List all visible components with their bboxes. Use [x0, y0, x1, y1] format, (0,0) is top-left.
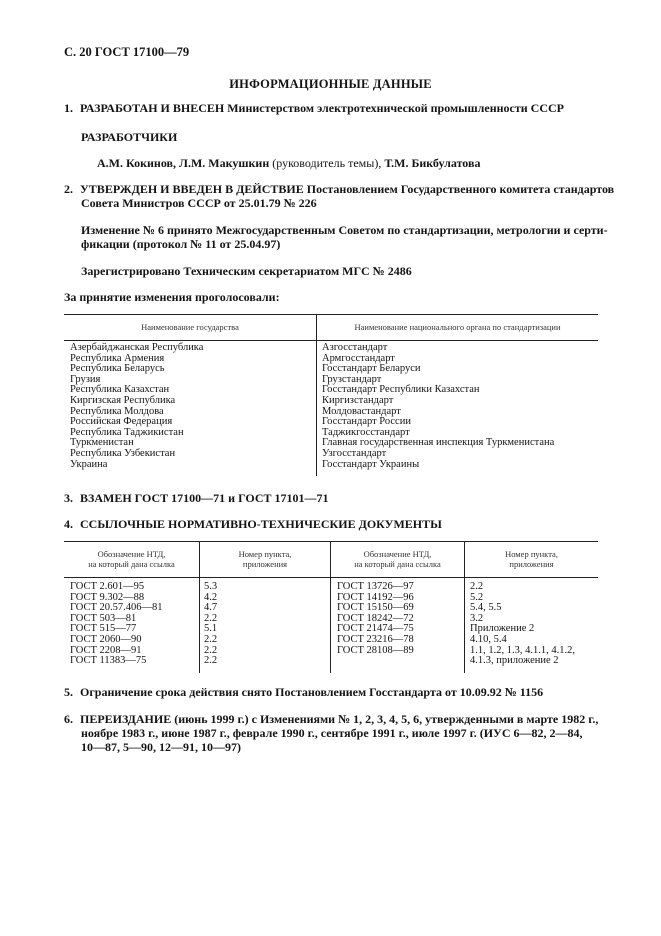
- state-name: Республика Молдова: [70, 405, 164, 417]
- refs-col-3-header-line-1: Обозначение НТД,: [363, 549, 432, 559]
- section-4: [64, 517, 442, 532]
- voted-heading: За принятие изменения проголосовали:: [64, 290, 280, 304]
- section-3: [64, 491, 329, 506]
- ref-doc-designation: ГОСТ 11383—75: [70, 655, 147, 667]
- section-1-number: 1.: [64, 101, 73, 115]
- section-6-line-2: ноябре 1983 г., июне 1987 г., феврале 1990 г., сентябре 1991 г., июле 1997 г. (ИУС 6—82, 2—84,: [81, 726, 583, 740]
- section-1-text: Министерством электротехнической промышленности СССР: [224, 101, 565, 115]
- state-name: Туркменистан: [70, 437, 134, 449]
- votes-bodies-column: [322, 343, 554, 470]
- ref-item-number: Приложение 2: [470, 623, 535, 635]
- ref-item-number: 3.2: [470, 612, 484, 624]
- ref-item-number: 5.1: [204, 623, 218, 635]
- section-1: [64, 101, 564, 116]
- refs-col-3-header: [331, 549, 464, 569]
- ref-doc-designation: ГОСТ 2.601—95: [70, 581, 145, 592]
- standards-body-name: Таджикгосстандарт: [322, 426, 410, 438]
- state-name: Республика Казахстан: [70, 384, 170, 396]
- registration-note: Зарегистрировано Техническим секретариатом МГС № 2486: [81, 264, 412, 278]
- votes-col-state-header: Наименование государства: [141, 322, 239, 332]
- ref-item-number: 5.4, 5.5: [470, 602, 502, 614]
- ref-item-number: 5.2: [470, 591, 484, 603]
- section-6-number: 6.: [64, 712, 73, 726]
- ref-item-number: 4.7: [204, 602, 218, 614]
- votes-col-body-header: Наименование национального органа по стандартизации: [354, 322, 561, 332]
- section-6-line-3: 10—87, 5—90, 12—91, 10—97): [81, 740, 241, 754]
- section-5-text: Ограничение срока действия снято Постановлением Госстандарта от 10.09.92 № 1156: [80, 685, 544, 699]
- votes-states-column: [70, 343, 203, 470]
- section-1-lead: РАЗРАБОТАН И ВНЕСЕН: [80, 101, 225, 115]
- refs-right-docs-column: [337, 582, 414, 656]
- ref-item-number: 2.2: [204, 655, 218, 667]
- ref-doc-designation: ГОСТ 28108—89: [337, 644, 414, 656]
- ref-doc-designation: ГОСТ 23216—78: [337, 633, 414, 645]
- refs-col-2-header-line-2: приложения: [242, 559, 288, 569]
- standards-body-name: Госстандарт Украины: [322, 458, 420, 470]
- developer-names: А.М. Кокинов, Л.М. Макушкин: [97, 156, 270, 170]
- state-name: Украина: [70, 458, 108, 470]
- section-6-text: (июнь 1999 г.) с Изменениями № 1, 2, 3, 4, 5, 6, утвержденными в марте 1982 г.,: [171, 712, 599, 726]
- ref-item-number: 4.10, 5.4: [470, 633, 507, 645]
- standards-body-name: Грузстандарт: [322, 373, 382, 385]
- developers-line: [97, 156, 481, 171]
- ref-doc-designation: ГОСТ 15150—69: [337, 602, 414, 614]
- state-name: Республика Беларусь: [70, 363, 165, 375]
- page-title: ИНФОРМАЦИОННЫЕ ДАННЫЕ: [229, 77, 432, 91]
- standards-body-name: Госстандарт Беларуси: [322, 363, 421, 375]
- developer-role: (руководитель темы),: [269, 156, 385, 170]
- refs-col-1-header-line-1: Обозначение НТД,: [97, 549, 166, 559]
- ref-doc-designation: ГОСТ 14192—96: [337, 591, 414, 603]
- section-6-line-1: [64, 712, 598, 727]
- refs-col-4-header-line-1: Номер пункта,: [505, 549, 558, 559]
- section-5-number: 5.: [64, 685, 73, 699]
- section-2-number: 2.: [64, 182, 73, 196]
- state-name: Азербайджанская Республика: [70, 342, 204, 353]
- change-6-line-1: Изменение № 6 принято Межгосударственным Советом по стандартизации, метрологии и серти-: [81, 223, 608, 237]
- refs-left-docs-column: [70, 582, 163, 667]
- votes-table-divider: [316, 314, 317, 476]
- section-2-line-1: [64, 182, 614, 197]
- state-name: Республика Армения: [70, 352, 165, 364]
- ref-doc-designation: ГОСТ 18242—72: [337, 612, 414, 624]
- state-name: Российская Федерация: [70, 416, 173, 428]
- refs-table-header-rule: [64, 577, 598, 578]
- developers-heading: РАЗРАБОТЧИКИ: [81, 130, 178, 144]
- standards-body-name: Госстандарт Республики Казахстан: [322, 384, 480, 396]
- standards-body-name: Азгосстандарт: [322, 342, 388, 353]
- refs-col-2-header-line-1: Номер пункта,: [238, 549, 292, 559]
- ref-item-number: 2.2: [204, 612, 218, 624]
- ref-doc-designation: ГОСТ 515—77: [70, 623, 137, 635]
- section-2-line-2: Совета Министров СССР от 25.01.79 № 226: [81, 196, 317, 210]
- state-name: Республика Таджикистан: [70, 426, 184, 438]
- ref-item-number: 1.1, 1.2, 1.3, 4.1.1, 4.1.2,: [470, 644, 575, 656]
- standards-body-name: Армгосстандарт: [322, 352, 395, 364]
- section-2-lead: УТВЕРЖДЕН И ВВЕДЕН В ДЕЙСТВИЕ: [80, 182, 304, 196]
- page-header: С. 20 ГОСТ 17100—79: [64, 45, 190, 59]
- state-name: Киргизская Республика: [70, 394, 176, 406]
- section-6-lead: ПЕРЕИЗДАНИЕ: [80, 712, 172, 726]
- state-name: Республика Узбекистан: [70, 447, 176, 459]
- refs-col-1-header-line-2: на который дана ссылка: [88, 559, 175, 569]
- state-name: Грузия: [70, 373, 101, 385]
- ref-doc-designation: ГОСТ 13726—97: [337, 581, 414, 592]
- standards-body-name: Главная государственная инспекция Туркменистана: [322, 437, 555, 449]
- standards-body-name: Узгосстандарт: [322, 447, 387, 459]
- ref-doc-designation: ГОСТ 2208—91: [70, 644, 142, 656]
- standards-body-name: Киргизстандарт: [322, 394, 394, 406]
- votes-table-top-rule: [64, 314, 598, 315]
- refs-col-4-header-line-2: приложения: [509, 559, 554, 569]
- section-4-text: ССЫЛОЧНЫЕ НОРМАТИВНО-ТЕХНИЧЕСКИЕ ДОКУМЕНТЫ: [80, 517, 442, 531]
- votes-table-header-rule: [64, 340, 598, 341]
- refs-left-items-column: [204, 582, 217, 667]
- ref-item-number: 2.2: [204, 644, 218, 656]
- ref-doc-designation: ГОСТ 503—81: [70, 612, 137, 624]
- section-2-text: Постановлением Государственного комитета стандартов: [303, 182, 615, 196]
- refs-col-4-header: [465, 549, 598, 569]
- refs-col-2-header: [200, 549, 330, 569]
- section-5: [64, 685, 543, 700]
- ref-doc-designation: ГОСТ 21474—75: [337, 623, 414, 635]
- section-3-text: ВЗАМЕН ГОСТ 17100—71 и ГОСТ 17101—71: [80, 491, 329, 505]
- ref-item-number: 2.2: [470, 581, 484, 592]
- section-4-number: 4.: [64, 517, 73, 531]
- standards-body-name: Молдовастандарт: [322, 405, 401, 417]
- refs-col-3-header-line-2: на который дана ссылка: [354, 559, 441, 569]
- ref-doc-designation: ГОСТ 2060—90: [70, 633, 142, 645]
- refs-table-top-rule: [64, 541, 598, 542]
- refs-col-1-header: [64, 549, 199, 569]
- ref-doc-designation: ГОСТ 9.302—88: [70, 591, 145, 603]
- ref-doc-designation: ГОСТ 20.57.406—81: [70, 602, 163, 614]
- ref-item-number: 4.1.3, приложение 2: [470, 655, 559, 667]
- change-6-line-2: фикации (протокол № 11 от 25.04.97): [81, 237, 281, 251]
- developer-name-2: Т.М. Бикбулатова: [384, 156, 481, 170]
- ref-item-number: 4.2: [204, 591, 218, 603]
- section-3-number: 3.: [64, 491, 73, 505]
- ref-item-number: 2.2: [204, 633, 218, 645]
- standards-body-name: Госстандарт России: [322, 416, 411, 428]
- refs-right-items-column: [470, 582, 575, 667]
- ref-item-number: 5.3: [204, 581, 218, 592]
